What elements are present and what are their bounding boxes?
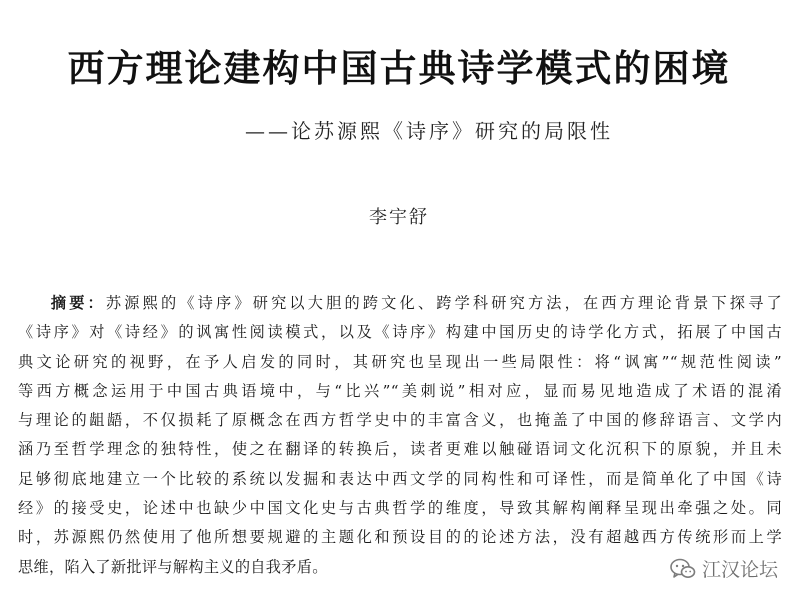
wechat-icon	[670, 558, 696, 580]
abstract-line-text: 苏源熙的《诗序》研究以大胆的跨文化、跨学科研究方法，在西方理论背景下探寻了	[105, 294, 782, 312]
paper-title: 西方理论建构中国古典诗学模式的困境	[67, 46, 731, 90]
abstract-line: 经》的接受史，论述中也缺少中国文化史与古典哲学的维度，导致其解构阐释呈现出牵强之处。同	[18, 499, 782, 518]
watermark	[670, 555, 778, 582]
abstract-line	[18, 289, 782, 318]
abstract-line: 与理论的龃龉，不仅损耗了原概念在西方哲学史中的丰富含义，也掩盖了中国的修辞语言、文学内	[18, 411, 782, 430]
abstract-paragraph	[18, 289, 782, 582]
watermark-text: 江汉论坛	[701, 559, 778, 581]
abstract-line: 时，苏源熙仍然使用了他所想要规避的主题化和预设目的的论述方法，没有超越西方传统形而上学	[18, 528, 782, 547]
abstract-line: 足够彻底地建立一个比较的系统以发掘和表达中西文学的同构性和可译性，而是简单化了中国《诗	[18, 469, 782, 488]
paper-subtitle: ——论苏源熙《诗序》研究的局限性	[245, 119, 613, 143]
abstract-line: 典文论研究的视野，在予人启发的同时，其研究也呈现出一些局限性：将“讽寓”“规范性阅读”	[18, 352, 782, 371]
abstract-line: 《诗序》对《诗经》的讽寓性阅读模式，以及《诗序》构建中国历史的诗学化方式，拓展了中国古	[18, 323, 782, 342]
abstract-line: 思维，陷入了新批评与解构主义的自我矛盾。	[18, 557, 328, 576]
author-name: 李宇舒	[369, 207, 429, 228]
abstract-line: 等西方概念运用于中国古典语境中，与“比兴”“美刺说”相对应，显而易见地造成了术语的混淆	[18, 381, 782, 400]
abstract-label: 摘要：	[48, 294, 106, 312]
abstract-line: 涵乃至哲学理念的独特性，使之在翻译的转换后，读者更难以触碰语词文化沉积下的原貌，并且未	[18, 440, 782, 459]
